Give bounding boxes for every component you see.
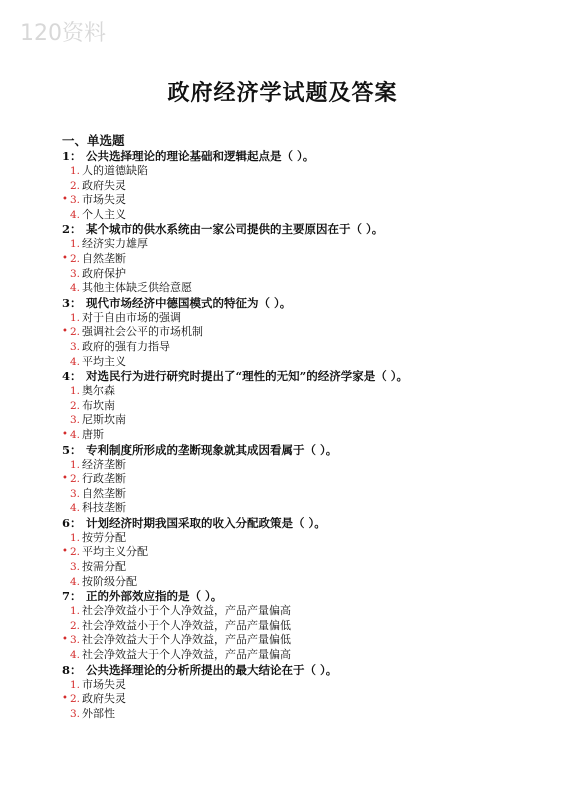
option-text: 市场失灵 xyxy=(82,193,126,207)
question-number: 4： xyxy=(62,369,82,384)
option-item xyxy=(62,531,542,546)
option-item xyxy=(62,633,542,648)
question-text: 计划经济时期我国采取的收入分配政策是（ ）。 xyxy=(86,515,326,530)
option-text: 奥尔森 xyxy=(82,384,115,398)
answer-marker-icon: • xyxy=(62,473,68,485)
option-item xyxy=(62,340,542,355)
option-index: 3. xyxy=(70,707,81,720)
option-text: 平均主义 xyxy=(82,354,126,368)
answer-marker-icon: • xyxy=(62,634,68,646)
answer-marker-icon: • xyxy=(62,693,68,705)
question-number: 7： xyxy=(62,589,82,604)
option-item xyxy=(62,413,542,428)
option-text: 布坎南 xyxy=(82,398,115,412)
question-8 xyxy=(62,663,542,678)
option-text: 市场失灵 xyxy=(82,677,126,691)
option-text: 政府失灵 xyxy=(82,692,126,706)
question-number: 3： xyxy=(62,295,82,310)
option-text: 按劳分配 xyxy=(82,530,126,544)
option-text: 科技垄断 xyxy=(82,501,126,515)
option-index: 2. xyxy=(70,546,81,559)
option-index: 1. xyxy=(70,165,81,177)
option-index: 4. xyxy=(70,649,81,662)
option-index: 4. xyxy=(70,355,81,368)
answer-marker-icon: • xyxy=(62,428,68,440)
option-text: 社会净效益小于个人净效益，产品产量偏高 xyxy=(82,604,291,618)
option-index: 3. xyxy=(70,194,81,207)
option-item xyxy=(62,311,542,326)
option-index: 2. xyxy=(70,399,81,412)
question-4 xyxy=(62,369,542,384)
question-number: 5： xyxy=(62,442,82,457)
option-text: 行政垄断 xyxy=(82,472,126,486)
question-6 xyxy=(62,516,542,531)
option-item xyxy=(62,472,542,487)
option-index: 3. xyxy=(70,340,81,353)
option-item xyxy=(62,604,542,619)
option-text: 按需分配 xyxy=(82,560,126,574)
option-item xyxy=(62,619,542,634)
option-text: 人的道德缺陷 xyxy=(82,164,148,177)
question-3 xyxy=(62,296,542,311)
question-text: 正的外部效应指的是（ ）。 xyxy=(86,589,223,604)
option-text: 政府失灵 xyxy=(82,178,126,192)
option-index: 2. xyxy=(70,179,81,192)
question-list xyxy=(62,133,542,721)
option-text: 社会净效益大于个人净效益，产品产量偏高 xyxy=(82,648,291,662)
option-item xyxy=(62,281,542,296)
question-1 xyxy=(62,149,542,164)
option-text: 对于自由市场的强调 xyxy=(82,310,181,324)
option-item xyxy=(62,545,542,560)
option-index: 1. xyxy=(70,458,81,471)
option-index: 2. xyxy=(70,252,81,265)
option-item xyxy=(62,678,542,693)
option-index: 1. xyxy=(70,385,81,398)
option-item xyxy=(62,399,542,414)
option-item xyxy=(62,384,542,399)
option-text: 自然垄断 xyxy=(82,251,126,265)
option-item xyxy=(62,164,542,179)
option-index: 3. xyxy=(70,487,81,500)
option-text: 经济垄断 xyxy=(82,457,126,471)
option-text: 社会净效益大于个人净效益，产品产量偏低 xyxy=(82,633,291,647)
option-item xyxy=(62,575,542,590)
question-text: 公共选择理论的理论基础和逻辑起点是（ ）。 xyxy=(86,149,315,163)
option-item xyxy=(62,501,542,516)
answer-marker-icon: • xyxy=(62,326,68,338)
option-item xyxy=(62,355,542,370)
option-text: 尼斯坎南 xyxy=(82,413,126,427)
question-text: 公共选择理论的分析所提出的最大结论在于（ ）。 xyxy=(86,662,338,677)
option-item xyxy=(62,179,542,194)
question-text: 现代市场经济中德国模式的特征为（ ）。 xyxy=(86,295,292,310)
option-index: 2. xyxy=(70,693,81,706)
answer-marker-icon: • xyxy=(62,546,68,558)
answer-marker-icon: • xyxy=(62,194,68,206)
question-2 xyxy=(62,222,542,237)
question-5 xyxy=(62,443,542,458)
option-item xyxy=(62,648,542,663)
option-index: 1. xyxy=(70,678,81,691)
option-text: 个人主义 xyxy=(82,207,126,221)
option-index: 1. xyxy=(70,311,81,324)
questions-container xyxy=(62,149,542,721)
option-text: 政府保护 xyxy=(82,266,126,280)
question-number: 2： xyxy=(62,222,82,237)
question-text: 某个城市的供水系统由一家公司提供的主要原因在于（ ）。 xyxy=(86,222,384,237)
question-7 xyxy=(62,589,542,604)
option-index: 4. xyxy=(70,575,81,588)
option-item xyxy=(62,428,542,443)
option-item xyxy=(62,208,542,223)
option-index: 2. xyxy=(70,473,81,486)
option-item xyxy=(62,692,542,707)
option-text: 社会净效益小于个人净效益，产品产量偏低 xyxy=(82,618,291,632)
question-text: 专利制度所形成的垄断现象就其成因看属于（ ）。 xyxy=(86,442,338,457)
option-text: 外部性 xyxy=(82,706,115,720)
section-heading: 一、单选题 xyxy=(62,133,125,148)
question-number: 1： xyxy=(62,149,82,163)
page-title: 政府经济学试题及答案 xyxy=(167,80,398,106)
option-index: 1. xyxy=(70,605,81,618)
option-item xyxy=(62,487,542,502)
option-index: 2. xyxy=(70,619,81,632)
question-number: 8： xyxy=(62,662,82,677)
option-text: 平均主义分配 xyxy=(82,545,148,559)
option-text: 自然垄断 xyxy=(82,486,126,500)
option-text: 其他主体缺乏供给意愿 xyxy=(82,281,192,295)
option-item xyxy=(62,237,542,252)
answer-marker-icon: • xyxy=(62,252,68,264)
option-text: 政府的强有力指导 xyxy=(82,339,170,353)
option-index: 4. xyxy=(70,428,81,441)
option-item xyxy=(62,707,542,722)
option-index: 3. xyxy=(70,267,81,280)
option-item xyxy=(62,560,542,575)
watermark-logo: 120资料 xyxy=(20,21,106,46)
option-index: 3. xyxy=(70,561,81,574)
option-index: 1. xyxy=(70,531,81,544)
option-text: 经济实力雄厚 xyxy=(82,237,148,251)
option-item xyxy=(62,458,542,473)
option-index: 3. xyxy=(70,414,81,427)
option-index: 4. xyxy=(70,282,81,295)
question-text: 对选民行为进行研究时提出了“理性的无知”的经济学家是（ ）。 xyxy=(86,369,408,384)
question-number: 6： xyxy=(62,515,82,530)
option-index: 4. xyxy=(70,208,81,221)
option-index: 3. xyxy=(70,634,81,647)
option-index: 4. xyxy=(70,502,81,515)
option-item xyxy=(62,252,542,267)
option-item xyxy=(62,325,542,340)
option-index: 2. xyxy=(70,326,81,339)
option-index: 1. xyxy=(70,238,81,251)
option-text: 唐斯 xyxy=(82,427,104,441)
option-item xyxy=(62,267,542,282)
option-item xyxy=(62,193,542,208)
option-text: 按阶级分配 xyxy=(82,574,137,588)
option-text: 强调社会公平的市场机制 xyxy=(82,325,203,339)
